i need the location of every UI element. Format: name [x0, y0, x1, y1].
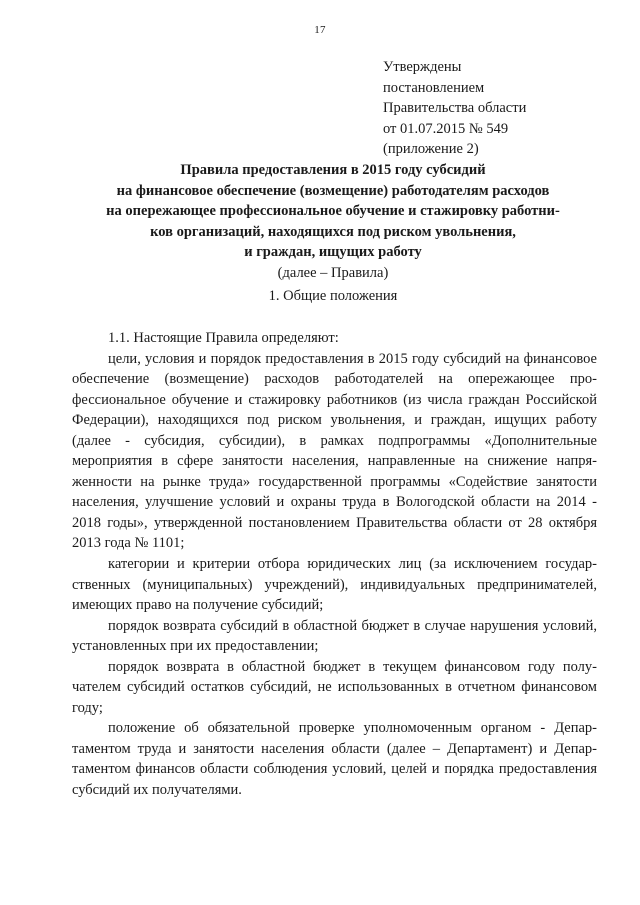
- paragraph: 1.1. Настоящие Правила определяют:: [108, 330, 339, 346]
- paragraph: порядок возврата субсидий в областной бюджет в случае нарушения условий, установленных при их предоставлении;: [72, 617, 597, 655]
- approval-line: (приложение 2): [383, 141, 479, 158]
- title-subtitle: (далее – Правила): [277, 264, 389, 281]
- document-title: [80, 160, 586, 284]
- paragraph: категории и критерии отбора юридических лиц (за исключением государственных (муниципальных) учреждений), индивидуальных предпринимателей, имеющих право на получение субсидий;: [72, 556, 597, 614]
- page-number: 17: [314, 24, 326, 36]
- approval-block: [383, 57, 526, 160]
- paragraph: цели, условия и порядок предоставления в 2015 году субсидий на финансовое обеспечение (возмещение) расходов работодателей на опережающее профессиональное обучение и стажировку работников (из числа граждан Российской Федерации), находящихся под риском увольнения, и граждан, ищущих работу (далее - субсидия, субсидии), в рамках подпрограммы «Дополнительные мероприятия в сфере занятости населения, направленные на снижение напряженности на рынке труда» государственной программы «Содействие занятости населения, улучшение условий и охраны труда в Вологодской области на 2014 - 2018 годы», утвержденной постановлением Правительства области от 28 октября 2013 года № 1101;: [72, 350, 597, 552]
- approval-line: Утверждены: [383, 59, 462, 75]
- paragraph: порядок возврата в областной бюджет в текущем финансовом году получателем субсидий остатков субсидий, не использованных в отчетном финансовом году;: [72, 658, 597, 716]
- section-heading: 1. Общие положения: [268, 288, 398, 304]
- title-line: на опережающее профессиональное обучение и стажировку работни-: [106, 203, 560, 220]
- document-body: [72, 328, 597, 801]
- title-line: и граждан, ищущих работу: [244, 244, 422, 261]
- title-line: на финансовое обеспечение (возмещение) работодателям расходов: [116, 182, 550, 199]
- paragraph: положение об обязательной проверке уполномоченным органом - Департаментом труда и занятости населения области (далее – Департамент) и Департаментом финансов области соблюдения условий, целей и порядка предоставления субсидий их получателями.: [72, 720, 597, 799]
- approval-line: от 01.07.2015 № 549: [383, 120, 509, 137]
- approval-line: постановлением: [383, 79, 485, 96]
- title-line: Правила предоставления в 2015 году субсидий: [180, 162, 486, 178]
- approval-line: Правительства области: [383, 100, 527, 117]
- title-line: ков организаций, находящихся под риском увольнения,: [150, 223, 516, 240]
